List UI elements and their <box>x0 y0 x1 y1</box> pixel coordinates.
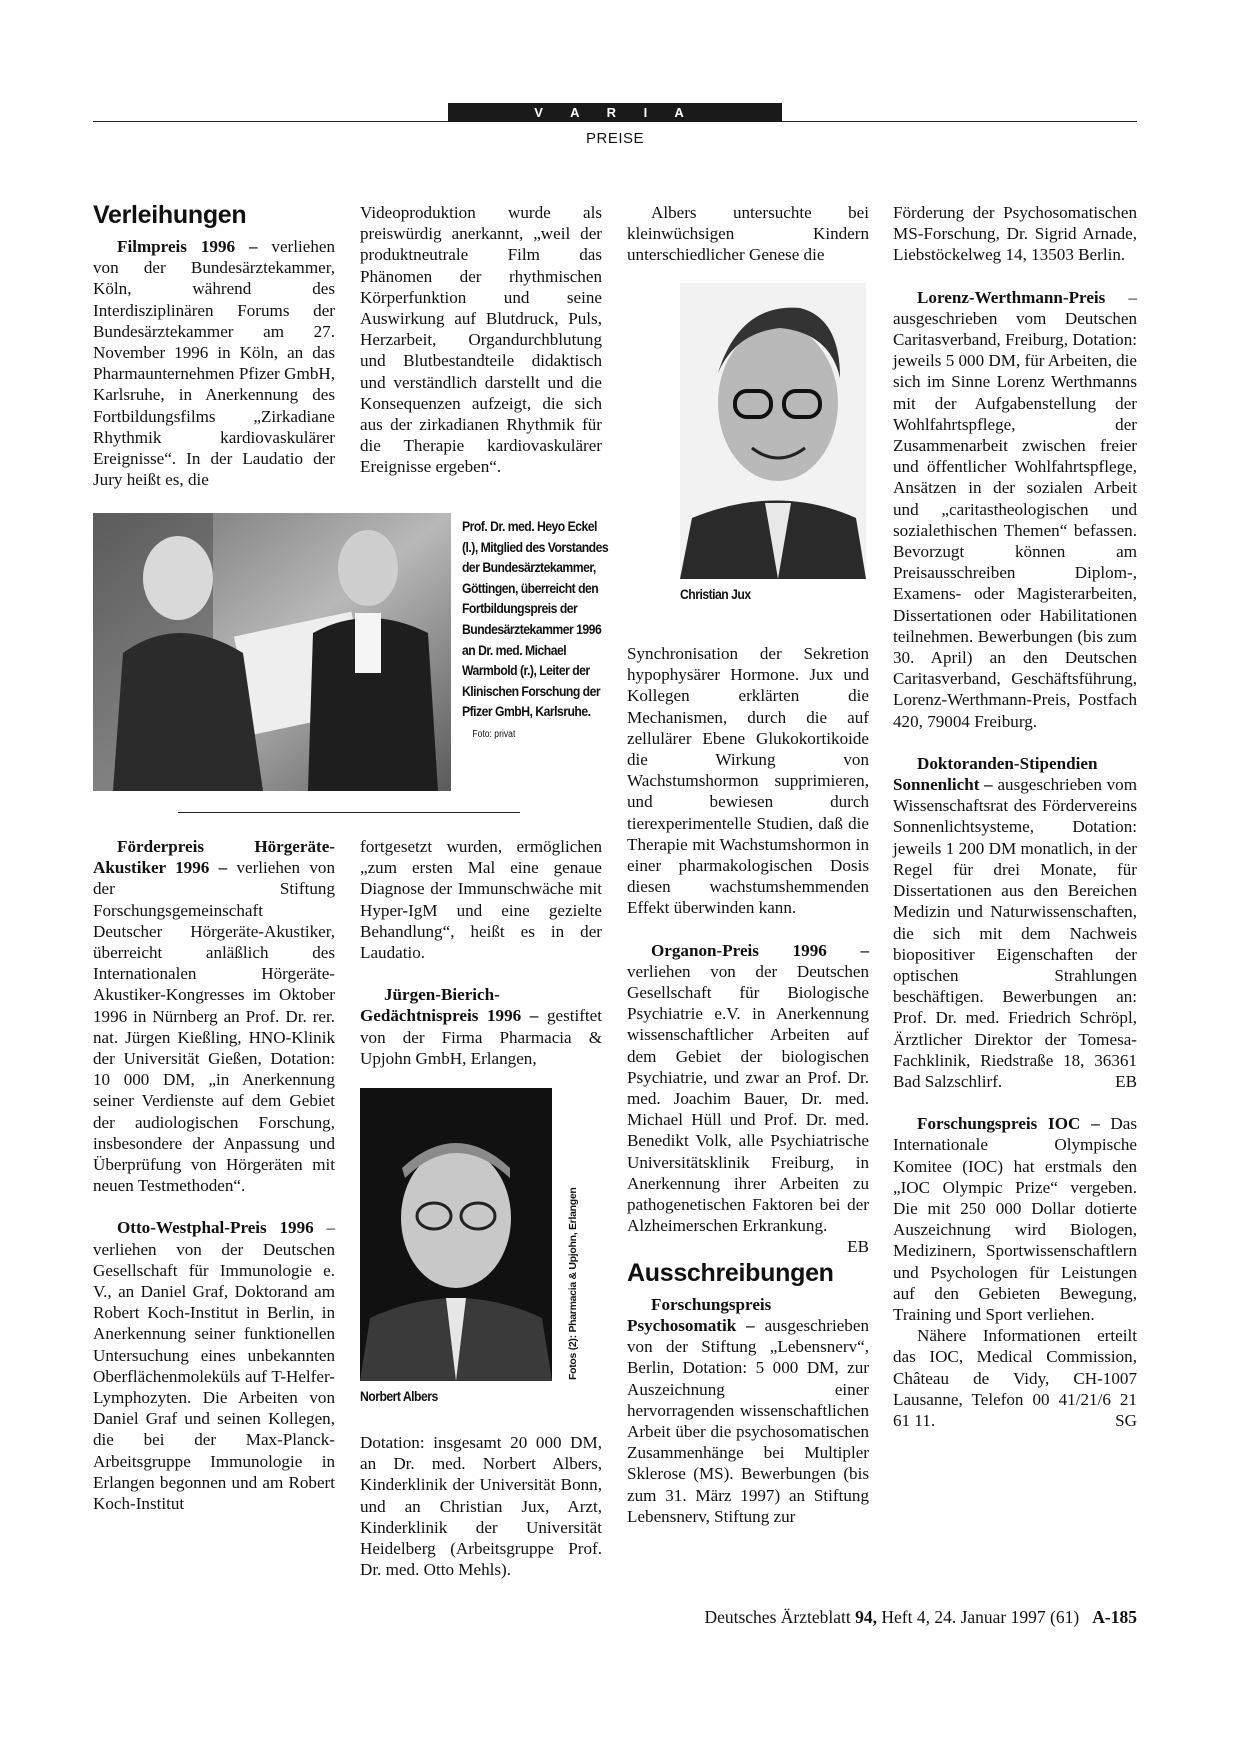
column-3-top <box>627 202 869 266</box>
journal-volume: 94, <box>855 1607 877 1627</box>
article-text: ausgeschrieben von der Stiftung „Lebensnerv“, Berlin, Dotation: 5 000 DM, zur Auszeichnung einer hervorragenden wissenschaftlichen Arbeit über die psychosomatischen Zusammenhänge bei Multipler Sklerose (MS). Bewerbungen (bis zum 31. März 1997) an Stiftung Lebensnerv, Stiftung zur <box>627 1315 869 1526</box>
article-title: Doktoranden-Stipendien Sonnenlicht – <box>893 753 1098 795</box>
page-footer <box>620 1607 1137 1628</box>
article-continuation: fortgesetzt wurden, ermöglichen „zum ersten Mal eine genaue Diagnose der Immunschwäche mit Hyper-IgM und eine gezielte Behandlung“, heißt es in der Laudatio. <box>360 837 602 963</box>
article-text: Nähere Informationen erteilt das IOC, Medical Commission, Château de Vidy, CH-1007 Lausanne, Telefon 00 41/21/6 21 61 11. <box>893 1326 1137 1430</box>
author-signature: SG <box>1115 1410 1137 1430</box>
article-otto-westphal <box>93 1217 335 1514</box>
article-text: verliehen von der Deutschen Gesellschaft für Biologische Psychiatrie e.V. in Anerkennung wissenschaftlicher Arbeiten auf dem Gebiet der biologischen Psychiatrie, und zwar an Prof. Dr. med. Joachim Bauer, Dr. med. Michael Hüll und Prof. Dr. med. Benedikt Volk, alle Psychiatrische Universitätsklinik Freiburg, in Anerkennung ihrer Arbeiten zu pathogenetischen Faktoren bei der Alzheimerschen Erkrankung. <box>627 961 869 1236</box>
article-text: ausgeschrieben vom Wissenschaftsrat des Fördervereins Sonnenlichtsysteme, Dotation: jeweils 1 200 DM monatlich, in der Regel für drei Monate, für Dissertationen aus den Bereichen Medizin und Naturwissenschaften, die sich mit dem Nachweis biopositiver Eigenschaften der optischen Strahlungen beschäftigen. Bewerbungen an: Prof. Dr. med. Friedrich Schröpl, Ärztlicher Direktor der Tomesa-Fachklinik, Riedstraße 18, 36361 Bad Salzschlirf. <box>893 775 1138 1091</box>
article-bierich <box>360 984 602 1069</box>
column-3-bottom <box>627 643 869 1527</box>
column-1-bottom <box>93 836 335 1514</box>
article-title: Organon-Preis 1996 – <box>651 940 869 960</box>
section-banner: V A R I A <box>448 103 782 122</box>
article-text: verliehen von der Bundesärztekammer, Köln, während des Interdisziplinären Forums der Bundesärztekammer am 27. November 1996 in Köln, an das Pharmaunternehmen Pfizer GmbH, Karlsruhe, in Anerkennung des Fortbildungsfilms „Zirkadiane Rhythmik kardiovaskulärer Ereignisse“. In der Laudatio der Jury heißt es, die <box>93 237 335 490</box>
article-title: Forschungspreis IOC – <box>917 1114 1100 1134</box>
column-2-end <box>360 1432 602 1580</box>
article-filmpreis <box>93 236 335 490</box>
article-continuation: Synchronisation der Sekretion hypophysärer Hormone. Jux und Kollegen erklärten die Mechanismen, durch die auf zellulärer Ebene Glukokortikoide die Wirkung von Wachstumshormon supprimieren, und bewiesen durch tierexperimentelle Studien, daß die Therapie mit Wachstumshormon in einer pharmakologischen Dosis diesen wachstumshemmenden Effekt überwinden kann. <box>627 644 869 918</box>
article-title: Forschungspreis Psychosomatik – <box>627 1294 772 1335</box>
column-1-top <box>93 200 335 490</box>
divider-rule <box>178 812 520 813</box>
portrait-illustration <box>360 1088 552 1381</box>
article-lorenz-werthmann <box>893 287 1137 732</box>
article-text: verliehen von der Stiftung Forschungsgemeinschaft Deutscher Hörgeräte-Akustiker, überreicht anläßlich des Internationalen Hörgeräte-Akustiker-Kongresses im Oktober 1996 in Nürnberg an Prof. Dr. rer. nat. Jürgen Kießling, HNO-Klinik der Universität Gießen, Dotation: 10 000 DM, „in Anerkennung seiner Verdienste auf dem Gebiet der audiologischen Forschung, insbesondere der Anpassung und Überprüfung von Hörgeräten mit neuen Testmethoden“. <box>93 858 336 1196</box>
author-signature: EB <box>847 1237 869 1257</box>
section-heading-verleihungen: Verleihungen <box>93 201 247 229</box>
article-continuation: Albers untersuchte bei kleinwüchsigen Kindern unterschiedlicher Genese die <box>627 203 869 265</box>
caption-text: Prof. Dr. med. Heyo Eckel (l.), Mitglied des Vorstandes der Bundesärztekammer, Göttingen, überreicht den Fortbildungspreis der Bundesärztekammer 1996 an Dr. med. Michael Warmbold (r.), Leiter der Klinischen Forschung der Pfizer GmbH, Karlsruhe. <box>462 519 609 721</box>
portrait-caption-jux: Christian Jux <box>680 587 751 603</box>
wide-photo-caption <box>462 517 608 746</box>
article-text: gestiftet von der Firma Pharmacia & Upjohn GmbH, Erlangen, <box>360 1006 603 1068</box>
article-title: Otto-Westphal-Preis 1996 <box>117 1218 314 1238</box>
article-psychosomatik <box>627 1294 869 1527</box>
portrait-christian-jux <box>680 283 866 579</box>
journal-issue: Heft 4, 24. Januar 1997 (61) <box>876 1607 1080 1627</box>
wide-photo-caption-box <box>462 517 622 746</box>
article-ioc-info <box>893 1325 1137 1431</box>
portrait-caption-albers: Norbert Albers <box>360 1389 438 1405</box>
article-text: – ausgeschrieben vom Deutschen Caritasverband, Freiburg, Dotation: jeweils 5 000 DM, für Arbeiten, die sich im Sinne Lorenz Werthmanns mit der Aufgabenstellung der Wohlfahrtspflege, der Zusammenarbeit zwischen freier und öffentlicher Wohlfahrtspflege, Ansätzen in der sozialen Arbeit und „caritastheologischen und sozialethischen Themen“ befassen. Bevorzugt können am Preisausschreiben Diplom-, Examens- oder Magisterarbeiten, Dissertationen oder Habilitationen teilnehmen. Bewerbungen (bis zum 30. April) an den Deutschen Caritasverband, Geschäftsführung, Lorenz-Werthmann-Preis, Postfach 420, 79004 Freiburg. <box>893 287 1138 731</box>
article-text: Das Internationale Olympische Komitee (IOC) hat erstmals den „IOC Olympic Prize“ vergeben. Die mit 250 000 Dollar dotierte Auszeichnung wird Biologen, Medizinern, Sportwissenschaftlern und Psychologen für Leistungen auf den Gebieten Bewegung, Training und Sport verliehen. <box>893 1114 1137 1324</box>
article-continuation: Dotation: insgesamt 20 000 DM, an Dr. med. Norbert Albers, Kinderklinik der Universität Bonn, und an Christian Jux, Arzt, Kinderklinik der Universität Heidelberg (Arbeitsgruppe Prof. Dr. med. Otto Mehls). <box>360 1433 602 1580</box>
journal-name: Deutsches Ärzteblatt <box>704 1607 856 1627</box>
portrait-illustration <box>680 283 866 579</box>
article-continuation: Videoproduktion wurde als preiswürdig anerkannt, „weil der produktneutrale Film das Phänomen der rhythmischen Körperfunktion und seine Auswirkung auf Blutdruck, Puls, Herzarbeit, Organdurchblutung und Blutbestandteile didaktisch und verständlich darstellt und die Konsequenzen aufzeigt, die sich aus der zirkadianen Rhythmik für die Therapie kardiovaskulärer Ereignisse ergeben“. <box>360 203 602 477</box>
article-title: Förderpreis Hörgeräte-Akustiker 1996 – <box>93 837 335 878</box>
article-title: Filmpreis 1996 – <box>117 237 258 256</box>
column-2-top <box>360 202 602 478</box>
article-foerderpreis <box>93 836 335 1196</box>
article-organon <box>627 940 869 1257</box>
ceremony-photo-illustration <box>93 513 451 791</box>
article-continuation: Förderung der Psychosomatischen MS-Forschung, Dr. Sigrid Arnade, Liebstöckelweg 14, 13503 Berlin. <box>893 203 1137 265</box>
photo-credit: Foto: privat <box>472 728 516 740</box>
article-doktoranden <box>893 753 1137 1092</box>
column-4 <box>893 202 1137 1431</box>
page-number: A-185 <box>1092 1607 1137 1627</box>
award-ceremony-photo <box>93 513 451 791</box>
column-2-bottom <box>360 836 602 1069</box>
article-title: Lorenz-Werthmann-Preis <box>917 287 1106 307</box>
article-ioc <box>893 1113 1137 1325</box>
subsection-label: PREISE <box>585 130 645 147</box>
article-title: Jürgen-Bierich-Gedächtnispreis 1996 – <box>360 985 539 1026</box>
photo-credit-vertical: Fotos (2): Pharmacia & Upjohn, Erlangen <box>567 1187 579 1380</box>
portrait-norbert-albers <box>360 1088 552 1381</box>
author-signature: EB <box>1115 1071 1137 1091</box>
section-heading-ausschreibungen: Ausschreibungen <box>627 1258 834 1287</box>
article-text: – verliehen von der Deutschen Gesellschaft für Immunologie e. V., an Daniel Graf, Doktorand am Robert Koch-Institut in Berlin, in Anerkennung seiner funktionellen Untersuchung eines unbekannten Oberflächenmoleküls auf T-Helfer-Lymphozyten. Die Arbeiten von Daniel Graf und seinen Kollegen, die bei der Max-Planck-Arbeitsgruppe Immunologie in Erlangen begonnen und am Robert Koch-Institut <box>93 1218 335 1514</box>
